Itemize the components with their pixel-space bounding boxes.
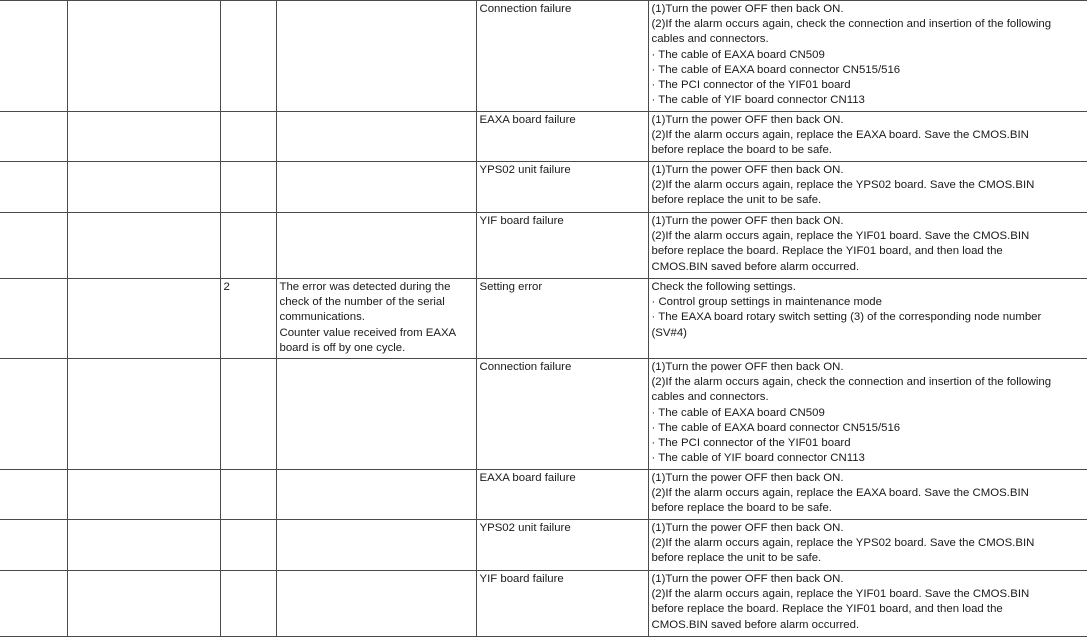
table-row — [0, 279, 1087, 359]
empty-cell — [0, 470, 67, 520]
sub-code-cell — [220, 162, 276, 213]
empty-cell — [67, 470, 220, 520]
remedy-line: before replace the board. Replace the YIF01 board, and then load the — [651, 245, 1003, 258]
cause-cell — [476, 162, 648, 213]
sub-code-cell — [220, 213, 276, 279]
remedy-cell — [648, 359, 1087, 470]
remedy-line: · The cable of EAXA board CN509 — [651, 406, 825, 419]
empty-cell — [0, 162, 67, 213]
description-cell — [276, 359, 476, 470]
empty-cell — [0, 359, 67, 470]
table-row — [0, 470, 1087, 520]
empty-cell — [67, 571, 220, 637]
remedy-cell — [648, 520, 1087, 571]
description-cell — [276, 213, 476, 279]
cause-text: YIF board failure — [479, 573, 564, 585]
description-cell — [276, 162, 476, 213]
remedy-cell — [648, 213, 1087, 279]
sub-code-cell — [220, 1, 276, 112]
sub-code-cell — [220, 520, 276, 571]
remedy-line: (2)If the alarm occurs again, replace the YIF01 board. Save the CMOS.BIN — [651, 230, 1030, 243]
remedy-line: · The cable of YIF board connector CN113 — [651, 452, 865, 465]
sub-code-cell — [220, 359, 276, 470]
table-row — [0, 520, 1087, 571]
table-row — [0, 162, 1087, 213]
empty-cell — [0, 1, 67, 112]
remedy-line: (2)If the alarm occurs again, replace the EAXA board. Save the CMOS.BIN — [651, 487, 1029, 500]
table-row — [0, 359, 1087, 470]
remedy-cell — [648, 112, 1087, 162]
cause-text: Connection failure — [479, 3, 572, 15]
sub-code-cell — [220, 112, 276, 162]
cause-cell — [476, 520, 648, 571]
remedy-line: (2)If the alarm occurs again, check the connection and insertion of the following — [651, 376, 1052, 389]
table-row — [0, 1, 1087, 112]
remedy-line: (1)Turn the power OFF then back ON. — [651, 522, 844, 534]
remedy-line: · The EAXA board rotary switch setting (3) of the corresponding node number — [651, 311, 1042, 324]
sub-code-cell — [220, 571, 276, 637]
empty-cell — [0, 279, 67, 359]
remedy-line: · The cable of EAXA board connector CN515/516 — [651, 63, 901, 76]
empty-cell — [67, 213, 220, 279]
remedy-line: · The cable of YIF board connector CN113 — [651, 94, 865, 107]
description-cell — [276, 520, 476, 571]
remedy-line: · Control group settings in maintenance mode — [651, 296, 882, 309]
remedy-line: (2)If the alarm occurs again, check the connection and insertion of the following — [651, 18, 1052, 31]
remedy-line: (2)If the alarm occurs again, replace the YPS02 board. Save the CMOS.BIN — [651, 179, 1035, 192]
description-cell — [276, 112, 476, 162]
remedy-line: · The PCI connector of the YIF01 board — [651, 437, 851, 450]
remedy-line: (1)Turn the power OFF then back ON. — [651, 573, 844, 585]
remedy-line: · The cable of EAXA board connector CN515/516 — [651, 421, 901, 434]
cause-text: EAXA board failure — [479, 114, 576, 126]
remedy-line: (1)Turn the power OFF then back ON. — [651, 361, 844, 373]
table-row — [0, 213, 1087, 279]
cause-cell — [476, 470, 648, 520]
remedy-line: (1)Turn the power OFF then back ON. — [651, 3, 844, 15]
cause-text: YIF board failure — [479, 215, 564, 227]
remedy-line: (2)If the alarm occurs again, replace the YPS02 board. Save the CMOS.BIN — [651, 537, 1035, 550]
empty-cell — [67, 1, 220, 112]
remedy-cell — [648, 470, 1087, 520]
cause-text: Setting error — [479, 281, 543, 293]
cause-cell — [476, 571, 648, 637]
cause-cell — [476, 1, 648, 112]
remedy-line: CMOS.BIN saved before alarm occurred. — [651, 260, 860, 273]
empty-cell — [67, 520, 220, 571]
remedy-line: before replace the board to be safe. — [651, 144, 832, 157]
description-cell — [276, 571, 476, 637]
empty-cell — [0, 520, 67, 571]
remedy-line: before replace the unit to be safe. — [651, 552, 822, 565]
description-cell — [276, 279, 476, 359]
description-line: check of the number of the serial — [279, 296, 445, 309]
description-line: communications. — [279, 311, 365, 324]
cause-text: Connection failure — [479, 361, 572, 373]
remedy-line: (2)If the alarm occurs again, replace the EAXA board. Save the CMOS.BIN — [651, 129, 1029, 142]
remedy-cell — [648, 162, 1087, 213]
remedy-line: cables and connectors. — [651, 391, 769, 404]
cause-text: YPS02 unit failure — [479, 522, 571, 534]
remedy-line: CMOS.BIN saved before alarm occurred. — [651, 618, 860, 631]
sub-code: 2 — [223, 281, 230, 293]
description-cell — [276, 1, 476, 112]
table-row — [0, 571, 1087, 637]
remedy-line: (2)If the alarm occurs again, replace the YIF01 board. Save the CMOS.BIN — [651, 588, 1030, 601]
remedy-line: (1)Turn the power OFF then back ON. — [651, 164, 844, 176]
remedy-line: (1)Turn the power OFF then back ON. — [651, 215, 844, 227]
sub-code-cell — [220, 279, 276, 359]
table-row — [0, 112, 1087, 162]
remedy-line: before replace the board to be safe. — [651, 502, 832, 515]
empty-cell — [67, 112, 220, 162]
table-body — [0, 1, 1087, 637]
remedy-cell — [648, 571, 1087, 637]
remedy-line: cables and connectors. — [651, 33, 769, 46]
remedy-line: before replace the unit to be safe. — [651, 194, 822, 207]
empty-cell — [67, 359, 220, 470]
remedy-line: · The PCI connector of the YIF01 board — [651, 79, 851, 92]
remedy-line: before replace the board. Replace the YIF01 board, and then load the — [651, 603, 1003, 616]
remedy-cell — [648, 1, 1087, 112]
remedy-cell — [648, 279, 1087, 359]
empty-cell — [67, 162, 220, 213]
remedy-line: (1)Turn the power OFF then back ON. — [651, 472, 844, 484]
cause-text: EAXA board failure — [479, 472, 576, 484]
cause-cell — [476, 359, 648, 470]
description-line: Counter value received from EAXA — [279, 326, 457, 339]
empty-cell — [0, 213, 67, 279]
description-line: The error was detected during the — [279, 281, 451, 293]
cause-cell — [476, 279, 648, 359]
remedy-line: · The cable of EAXA board CN509 — [651, 48, 825, 61]
sub-code-cell — [220, 470, 276, 520]
remedy-line: (SV#4) — [651, 326, 687, 339]
cause-cell — [476, 112, 648, 162]
remedy-line: (1)Turn the power OFF then back ON. — [651, 114, 844, 126]
empty-cell — [0, 112, 67, 162]
empty-cell — [67, 279, 220, 359]
remedy-line: Check the following settings. — [651, 281, 796, 293]
description-line: board is off by one cycle. — [279, 341, 406, 354]
description-cell — [276, 470, 476, 520]
empty-cell — [0, 571, 67, 637]
cause-cell — [476, 213, 648, 279]
cause-text: YPS02 unit failure — [479, 164, 571, 176]
